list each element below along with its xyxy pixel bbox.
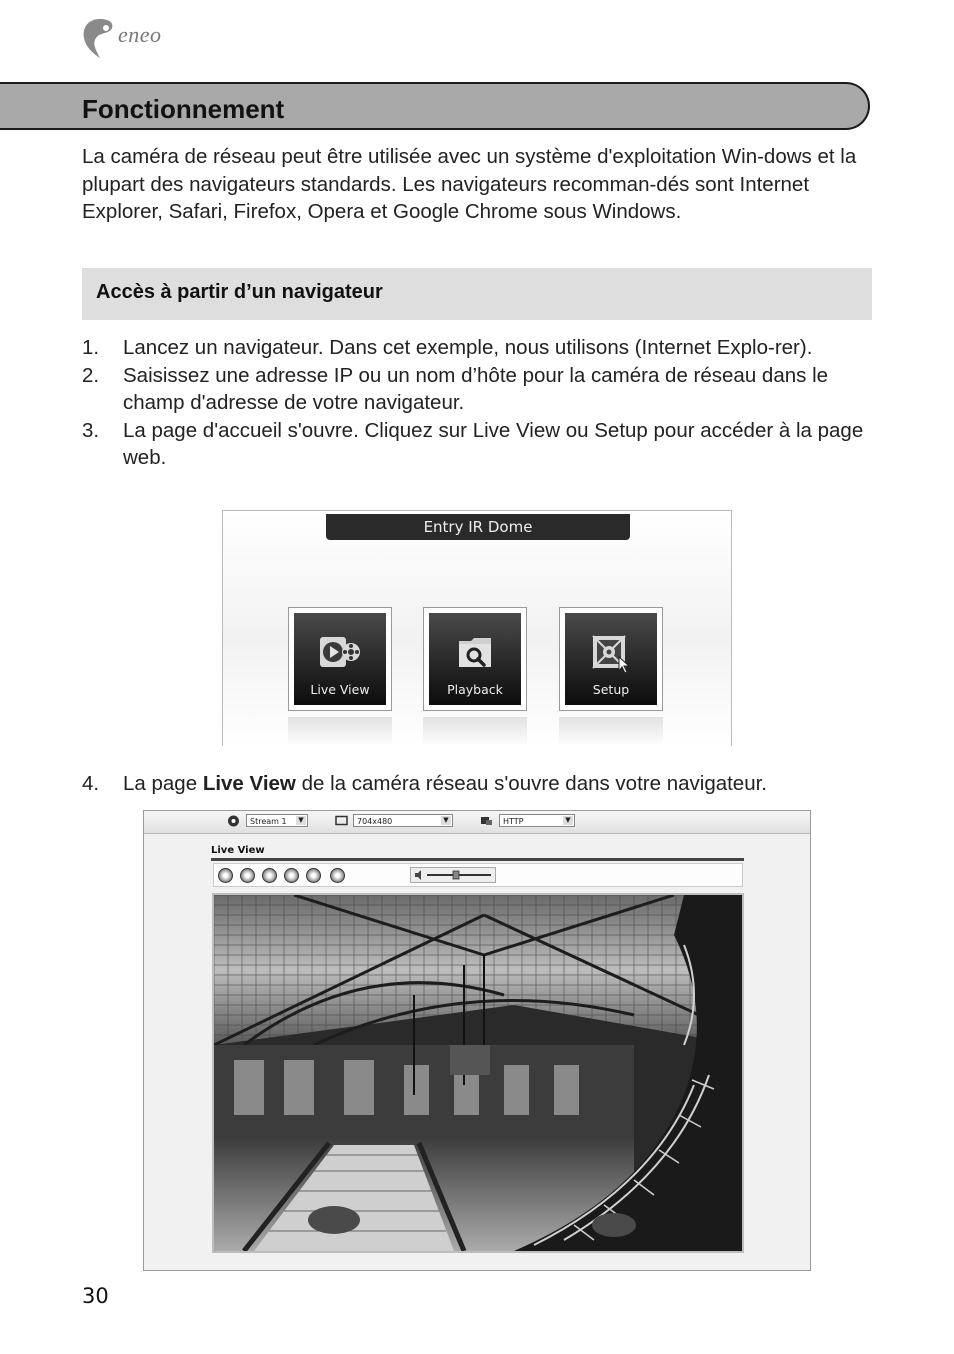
step-number: 1. (82, 336, 100, 359)
live-view-controls (213, 863, 743, 887)
snapshot-icon[interactable] (218, 868, 233, 883)
playback-tile[interactable] (423, 607, 527, 711)
camera-icon[interactable] (262, 868, 277, 883)
setup-tile[interactable] (559, 607, 663, 711)
live-view-heading: Live View (211, 845, 265, 856)
audio-icon[interactable] (330, 868, 345, 883)
playback-icon (453, 633, 497, 673)
atrium-staircase-photo (214, 895, 742, 1251)
protocol-icon (480, 815, 493, 827)
logo-wordmark: eneo (118, 22, 162, 47)
step-text: La page d'accueil s'ouvre. Cliquez sur Live View ou Setup pour accéder à la page web. (123, 418, 864, 469)
brand-logo (80, 16, 190, 60)
subsection-title: Accès à partir d’un navigateur (96, 281, 383, 303)
resolution-select[interactable] (353, 814, 453, 827)
tile-label: Setup (592, 682, 630, 697)
zoom-icon[interactable] (284, 868, 299, 883)
stream-select[interactable] (246, 814, 308, 827)
live-view-toolbar (144, 811, 810, 834)
landing-title: Entry IR Dome (326, 514, 630, 540)
stream-icon (227, 815, 240, 827)
volume-icon (411, 868, 495, 882)
tile-reflection (423, 717, 527, 746)
list-item (82, 362, 882, 417)
chevron-down-icon: ▼ (441, 816, 451, 825)
live-view-screenshot (143, 810, 811, 1271)
volume-slider[interactable] (410, 867, 496, 883)
setup-icon (589, 633, 633, 673)
step-text: Lancez un navigateur. Dans cet exemple, nous utilisons (Internet Explo-rer). (123, 336, 813, 359)
protocol-select[interactable] (499, 814, 575, 827)
chevron-down-icon: ▼ (563, 816, 573, 825)
step-text-after: de la caméra réseau s'ouvre dans votre navigateur. (295, 772, 768, 795)
step-text: Saisissez une adresse IP ou un nom d’hôte pour la caméra de réseau dans le champ d'adresse de votre navigateur. (123, 363, 829, 414)
record-icon[interactable] (240, 868, 255, 883)
live-video-frame[interactable] (212, 893, 744, 1253)
intro-paragraph: La caméra de réseau peut être utilisée avec un système d'exploitation Win-dows et la plupart des navigateurs standards. Les navigateurs recomman-dés sont Internet Explorer, Safari, Firefox, Opera et Google Chrome sous Windows. (82, 145, 857, 223)
tile-reflection (288, 717, 392, 746)
protocol-select-value: HTTP (503, 817, 524, 826)
step-number: 4. (82, 772, 100, 795)
page-number: 30 (82, 1284, 109, 1308)
divider (211, 858, 744, 861)
chevron-down-icon: ▼ (296, 816, 306, 825)
fullscreen-icon[interactable] (306, 868, 321, 883)
tile-label: Playback (447, 682, 503, 697)
resolution-select-value: 704x480 (357, 817, 393, 826)
list-item (82, 417, 882, 472)
resolution-icon (335, 815, 348, 827)
step-number: 3. (82, 418, 100, 442)
steps-list (82, 334, 882, 472)
section-title: Fonctionnement (82, 94, 285, 124)
tile-label: Live View (310, 682, 370, 697)
eneo-swirl-icon (80, 16, 120, 60)
step-text-bold: Live View (202, 772, 296, 795)
live-view-tile[interactable] (288, 607, 392, 711)
step-text-before: La page (123, 772, 203, 795)
step-number: 2. (82, 363, 100, 387)
landing-page-screenshot (222, 510, 732, 746)
tile-reflection (559, 717, 663, 746)
step-text (123, 770, 767, 798)
list-item (82, 334, 882, 362)
live-view-icon (318, 633, 362, 673)
stream-select-value: Stream 1 (250, 817, 287, 826)
